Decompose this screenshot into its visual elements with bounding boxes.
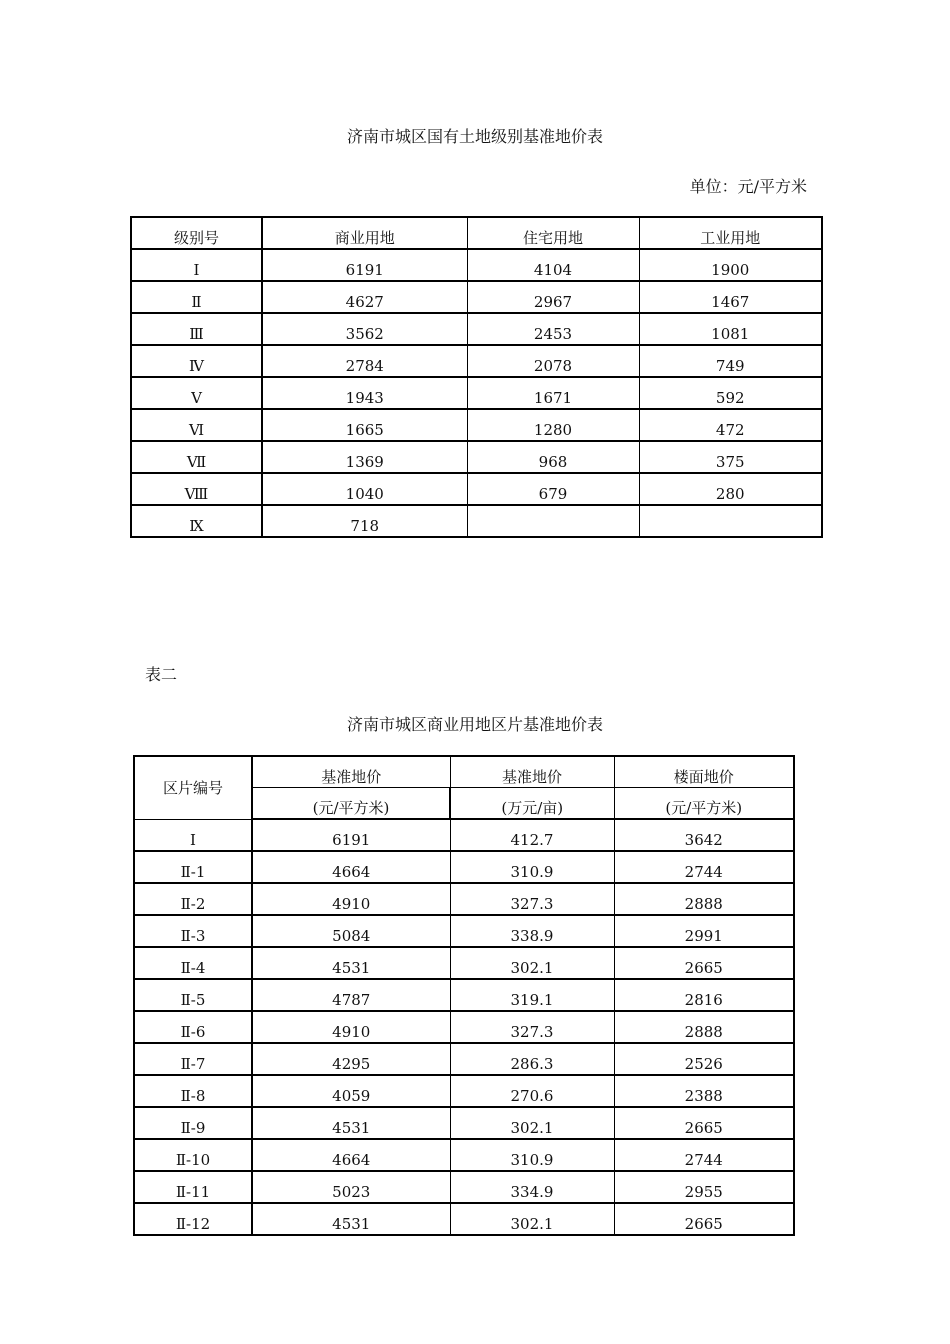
table-cell: 4910: [252, 883, 450, 915]
table-cell: [467, 505, 639, 537]
table-cell: Ⅴ: [131, 377, 262, 409]
table2-row: [134, 1139, 794, 1171]
commercial-zone-price-table: [133, 755, 795, 1236]
table-cell: 1671: [467, 377, 639, 409]
table-cell: 319.1: [450, 979, 614, 1011]
table1-row: [131, 377, 822, 409]
header-residential: 住宅用地: [467, 217, 639, 249]
table-cell: 286.3: [450, 1043, 614, 1075]
table2-row: [134, 1011, 794, 1043]
table-cell: Ⅸ: [131, 505, 262, 537]
table2-header-row-top: [134, 756, 794, 788]
table-cell: Ⅱ-8: [134, 1075, 252, 1107]
table-cell: 2967: [467, 281, 639, 313]
table-cell: 302.1: [450, 947, 614, 979]
table-cell: 472: [639, 409, 822, 441]
table1-row: [131, 313, 822, 345]
table-cell: 4104: [467, 249, 639, 281]
table-cell: 280: [639, 473, 822, 505]
header-unit-sqm: (元/平方米): [252, 788, 450, 820]
table-cell: Ⅰ: [134, 819, 252, 851]
table-cell: 2744: [614, 1139, 794, 1171]
table-cell: Ⅱ-12: [134, 1203, 252, 1235]
table-cell: 327.3: [450, 1011, 614, 1043]
table-cell: 375: [639, 441, 822, 473]
table-cell: Ⅱ-2: [134, 883, 252, 915]
table-cell: Ⅱ-5: [134, 979, 252, 1011]
table-cell: 3642: [614, 819, 794, 851]
table-cell: 2665: [614, 1107, 794, 1139]
table-cell: 2665: [684, 1215, 723, 1233]
table-cell: 412.7: [450, 819, 614, 851]
table-cell: 4787: [252, 979, 450, 1011]
table-cell: 4531: [252, 947, 450, 979]
table-cell: 718: [262, 505, 467, 537]
table2-body: [134, 756, 794, 1235]
table-cell: 4627: [262, 281, 467, 313]
table2-row: [134, 947, 794, 979]
table1-unit: 单位：元/平方米: [689, 177, 807, 196]
table-cell: 1040: [262, 473, 467, 505]
table-cell: Ⅱ: [131, 281, 262, 313]
table1-row: [131, 409, 822, 441]
table2-label: 表二: [145, 665, 178, 684]
header-zone-code: 区片编号: [134, 756, 252, 819]
table2-row: [134, 979, 794, 1011]
table-cell: 4664: [252, 1139, 450, 1171]
table-cell: 1081: [639, 313, 822, 345]
table-cell: 5023: [252, 1171, 450, 1203]
table-cell: 2888: [614, 1011, 794, 1043]
table-cell: Ⅱ-4: [134, 947, 252, 979]
table-cell: Ⅱ-9: [134, 1107, 252, 1139]
table2-row: [134, 1203, 794, 1235]
table-cell: 302.1: [450, 1107, 614, 1139]
table-cell: 2784: [262, 345, 467, 377]
table-cell: 310.9: [450, 1139, 614, 1171]
table-cell: 3562: [262, 313, 467, 345]
table1-row: [131, 249, 822, 281]
table-cell: 2816: [614, 979, 794, 1011]
table-cell: 6191: [252, 819, 450, 851]
table-cell: Ⅱ-11: [134, 1171, 252, 1203]
table1-row: [131, 441, 822, 473]
table2-row: [134, 1075, 794, 1107]
header-grade: 级别号: [131, 217, 262, 249]
table-cell: 2955: [614, 1171, 794, 1203]
table-cell: Ⅱ-7: [134, 1043, 252, 1075]
table-cell: 1900: [639, 249, 822, 281]
table1-row: [131, 345, 822, 377]
table-cell: Ⅲ: [131, 313, 262, 345]
table-cell: Ⅱ-1: [134, 851, 252, 883]
header-floor-price: 楼面地价: [614, 756, 794, 788]
table-cell: 2388: [614, 1075, 794, 1107]
table-cell: 6191: [262, 249, 467, 281]
header-base-price-mu: 基准地价: [450, 756, 614, 788]
table-cell: 327.3: [450, 883, 614, 915]
table-cell: Ⅷ: [131, 473, 262, 505]
table2-row: [134, 915, 794, 947]
table-cell: 968: [467, 441, 639, 473]
table-cell: 1943: [262, 377, 467, 409]
table1-row: [131, 473, 822, 505]
table-cell: Ⅰ: [131, 249, 262, 281]
land-grade-price-table: [130, 216, 823, 538]
table-cell: 270.6: [450, 1075, 614, 1107]
table-cell: 4910: [252, 1011, 450, 1043]
table-cell: 2526: [614, 1043, 794, 1075]
header-unit-mu: (万元/亩): [450, 788, 614, 820]
table-cell: 749: [639, 345, 822, 377]
header-industrial: 工业用地: [639, 217, 822, 249]
table-cell: 1467: [639, 281, 822, 313]
table1-body: [131, 217, 822, 537]
table-cell: 310.9: [450, 851, 614, 883]
table1-header-row: [131, 217, 822, 249]
table-cell: 1665: [262, 409, 467, 441]
table-cell: 2453: [467, 313, 639, 345]
table-cell: Ⅳ: [131, 345, 262, 377]
table-cell: 1280: [467, 409, 639, 441]
table-cell: 5084: [252, 915, 450, 947]
table-cell: 2078: [467, 345, 639, 377]
table-cell: [639, 505, 822, 537]
table2-row: [134, 1107, 794, 1139]
table-cell: 4531: [252, 1107, 450, 1139]
table-cell: 592: [639, 377, 822, 409]
table-cell: 334.9: [450, 1171, 614, 1203]
table-cell: 302.1: [450, 1203, 614, 1235]
table-cell: 338.9: [450, 915, 614, 947]
table-cell: Ⅱ-6: [134, 1011, 252, 1043]
table-cell: 679: [467, 473, 639, 505]
table-cell: 1369: [262, 441, 467, 473]
table1-row: [131, 281, 822, 313]
table2-row: [134, 1043, 794, 1075]
table2-row: [134, 819, 794, 851]
header-base-price-sqm: 基准地价: [252, 756, 450, 788]
table-cell: 2665: [614, 947, 794, 979]
table2-title: 济南市城区商业用地区片基准地价表: [346, 715, 603, 734]
table-cell: 4295: [252, 1043, 450, 1075]
header-unit-floor: (元/平方米): [614, 788, 794, 820]
table-cell: Ⅵ: [131, 409, 262, 441]
table-cell: 2744: [614, 851, 794, 883]
table-cell: 4664: [252, 851, 450, 883]
table-cell: Ⅱ-3: [134, 915, 252, 947]
table-cell: 4531: [252, 1203, 450, 1235]
table-cell: 2888: [614, 883, 794, 915]
table-cell: 4059: [252, 1075, 450, 1107]
table-cell: Ⅱ-10: [134, 1139, 252, 1171]
header-commercial: 商业用地: [262, 217, 467, 249]
table2-row: [134, 1171, 794, 1203]
table2-row: [134, 883, 794, 915]
table-cell: 2991: [614, 915, 794, 947]
table1-title: 济南市城区国有土地级别基准地价表: [346, 127, 603, 146]
table2-row: [134, 851, 794, 883]
table-cell: Ⅶ: [131, 441, 262, 473]
table1-row: [131, 505, 822, 537]
